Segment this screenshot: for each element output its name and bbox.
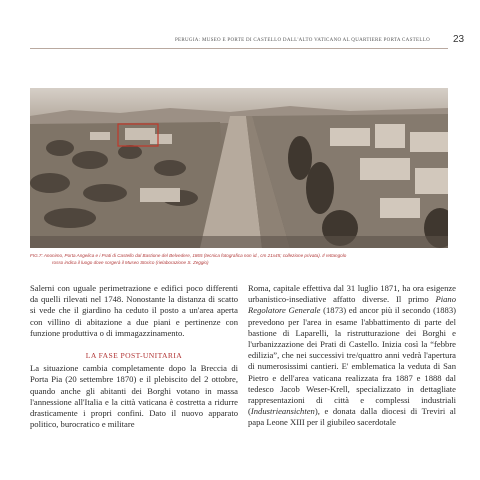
right-text-b: (1873) ed ancor più il secondo (1883) prevedono per l'area in esame l'abbattimento di parte del bastione di Laparelli, la ristrutturazione dei Borghi e l'urbanizzazione dei Prati di Castello. Inizia così la “febbre edilizia”, che nei successivi tre/quattro anni vedrà l'apertura di numerosissimi cantieri. E' emblematica la veduta di San Pietro e dell'area vaticana realizzata fra 1887 e 1888 dal tedesco Jacob Weser-Krell, specializzato in dettagliate rappresentazioni di città e complessi industriali ( [248, 305, 456, 417]
photo-illustration [30, 88, 448, 248]
left-paragraph-2: La situazione cambia completamente dopo la Breccia di Porta Pia (20 settembre 1870) e il plebiscito del 2 ottobre, quando anche gli abitanti dei Borghi votano in massa l'annessione all'Italia e la città vaticana è costretta a ridurre drasticamente i propri confini. Dato il nuovo apparato politico, burocratico e militare [30, 363, 238, 430]
left-column [30, 283, 238, 430]
caption-line-1: FIG.7: Anonimo, Porta Angelica e i Prati di Castello dal Bastione del Belvedere, 1865 (tecnica fotografica non id., cm 21x45; collezione privata). Il rettangolo [30, 253, 347, 258]
caption-line-2: rosso indica il luogo dove sorgerà il Museo Storico (rielaborazione S. Zeggio) [52, 260, 209, 265]
historic-photograph [30, 88, 448, 248]
section-heading: LA FASE POST-UNITARIA [85, 351, 183, 361]
industrieansichten-italic: Industrieansichten [250, 406, 315, 417]
right-text-c: ), e donata dalla diocesi di Treviri al papa Leone XIII per il giubileo sacerdotale [248, 406, 456, 428]
plan-title-italic: Piano Regolatore Generale [248, 294, 456, 316]
header-rule [30, 48, 448, 49]
running-head: PERUGIA: MUSEO E PORTE DI CASTELLO DALL'ALTO VATICANO AL QUARTIERE PORTA CASTELLO [174, 38, 430, 43]
left-paragraph-1: Salerni con uguale perimetrazione e edifici poco differenti da quelli rilevati nel 1748. Nonostante la distanza di scatto si vede che il giardino ha ceduto il posto a un'area aperta con villino di abitazione a due piani e pertinenze con funzione produttiva o di immagazzinamento. [30, 283, 238, 338]
right-column [248, 283, 456, 429]
figure-caption [30, 252, 448, 266]
page-number: 23 [453, 34, 465, 45]
right-text-a: Roma, capitale effettiva dal 31 luglio 1871, ha ora esigenze urbanistico-insediative affatto diverse. Il primo [248, 283, 456, 305]
right-paragraph-1 [248, 283, 456, 429]
